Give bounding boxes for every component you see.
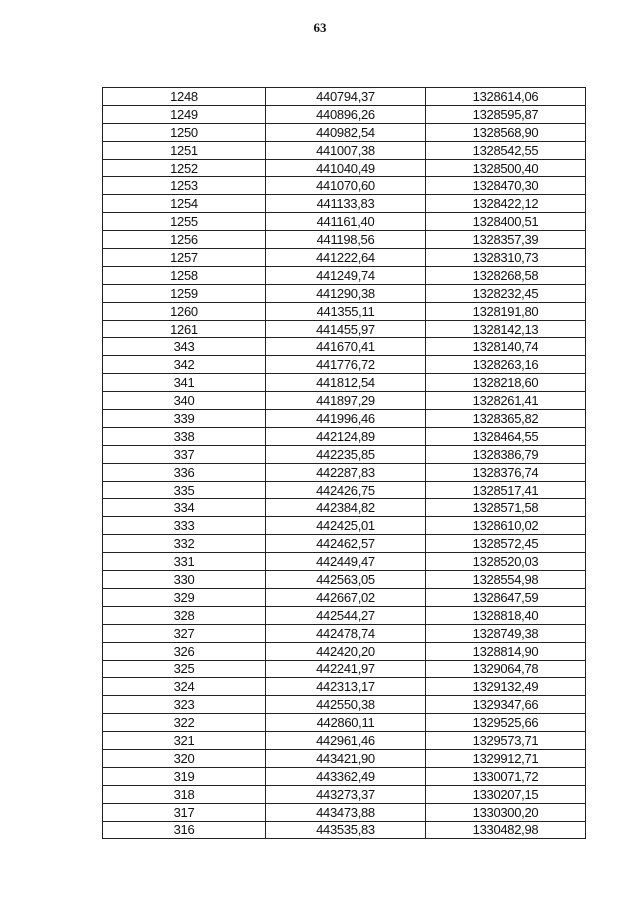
y-coordinate-cell: 1328191,80 <box>426 302 586 320</box>
x-coordinate-cell: 442667,02 <box>266 588 426 606</box>
point-number-cell: 334 <box>103 499 266 517</box>
y-coordinate-cell: 1329525,66 <box>426 714 586 732</box>
x-coordinate-cell: 441198,56 <box>266 231 426 249</box>
point-number-cell: 327 <box>103 624 266 642</box>
table-row <box>103 767 586 785</box>
y-coordinate-cell: 1328310,73 <box>426 249 586 267</box>
x-coordinate-cell: 442462,57 <box>266 535 426 553</box>
x-coordinate-cell: 442563,05 <box>266 571 426 589</box>
table-row <box>103 445 586 463</box>
x-coordinate-cell: 442426,75 <box>266 481 426 499</box>
point-number-cell: 343 <box>103 338 266 356</box>
table-row <box>103 302 586 320</box>
y-coordinate-cell: 1330071,72 <box>426 767 586 785</box>
point-number-cell: 335 <box>103 481 266 499</box>
x-coordinate-cell: 441776,72 <box>266 356 426 374</box>
y-coordinate-cell: 1328571,58 <box>426 499 586 517</box>
y-coordinate-cell: 1328268,58 <box>426 266 586 284</box>
x-coordinate-cell: 442449,47 <box>266 553 426 571</box>
point-number-cell: 337 <box>103 445 266 463</box>
y-coordinate-cell: 1328568,90 <box>426 123 586 141</box>
x-coordinate-cell: 442287,83 <box>266 463 426 481</box>
page-number: 63 <box>313 20 327 35</box>
y-coordinate-cell: 1328470,30 <box>426 177 586 195</box>
x-coordinate-cell: 442384,82 <box>266 499 426 517</box>
table-row <box>103 266 586 284</box>
point-number-cell: 340 <box>103 392 266 410</box>
y-coordinate-cell: 1328376,74 <box>426 463 586 481</box>
table-row <box>103 374 586 392</box>
x-coordinate-cell: 442241,97 <box>266 660 426 678</box>
x-coordinate-cell: 442961,46 <box>266 732 426 750</box>
y-coordinate-cell: 1328614,06 <box>426 88 586 106</box>
table-row <box>103 213 586 231</box>
point-number-cell: 1256 <box>103 231 266 249</box>
table-row <box>103 141 586 159</box>
y-coordinate-cell: 1328365,82 <box>426 410 586 428</box>
table-row <box>103 284 586 302</box>
x-coordinate-cell: 443535,83 <box>266 821 426 839</box>
point-number-cell: 324 <box>103 678 266 696</box>
point-number-cell: 330 <box>103 571 266 589</box>
point-number-cell: 1250 <box>103 123 266 141</box>
table-row <box>103 588 586 606</box>
point-number-cell: 339 <box>103 410 266 428</box>
table-row <box>103 642 586 660</box>
y-coordinate-cell: 1330300,20 <box>426 803 586 821</box>
y-coordinate-cell: 1330482,98 <box>426 821 586 839</box>
point-number-cell: 336 <box>103 463 266 481</box>
point-number-cell: 333 <box>103 517 266 535</box>
point-number-cell: 328 <box>103 606 266 624</box>
table-row <box>103 517 586 535</box>
x-coordinate-cell: 442124,89 <box>266 427 426 445</box>
y-coordinate-cell: 1328400,51 <box>426 213 586 231</box>
table-row <box>103 88 586 106</box>
point-number-cell: 1259 <box>103 284 266 302</box>
x-coordinate-cell: 443421,90 <box>266 749 426 767</box>
point-number-cell: 1254 <box>103 195 266 213</box>
x-coordinate-cell: 442235,85 <box>266 445 426 463</box>
y-coordinate-cell: 1328542,55 <box>426 141 586 159</box>
table-row <box>103 606 586 624</box>
point-number-cell: 1253 <box>103 177 266 195</box>
x-coordinate-cell: 442544,27 <box>266 606 426 624</box>
y-coordinate-cell: 1329347,66 <box>426 696 586 714</box>
y-coordinate-cell: 1328386,79 <box>426 445 586 463</box>
table-row <box>103 714 586 732</box>
table-row <box>103 249 586 267</box>
table-row <box>103 231 586 249</box>
point-number-cell: 329 <box>103 588 266 606</box>
table-row <box>103 624 586 642</box>
y-coordinate-cell: 1328232,45 <box>426 284 586 302</box>
y-coordinate-cell: 1328142,13 <box>426 320 586 338</box>
x-coordinate-cell: 441133,83 <box>266 195 426 213</box>
point-number-cell: 1255 <box>103 213 266 231</box>
table-row <box>103 410 586 428</box>
point-number-cell: 1252 <box>103 159 266 177</box>
x-coordinate-cell: 442860,11 <box>266 714 426 732</box>
y-coordinate-cell: 1328263,16 <box>426 356 586 374</box>
y-coordinate-cell: 1328749,38 <box>426 624 586 642</box>
y-coordinate-cell: 1328647,59 <box>426 588 586 606</box>
y-coordinate-cell: 1328610,02 <box>426 517 586 535</box>
y-coordinate-cell: 1329573,71 <box>426 732 586 750</box>
point-number-cell: 1260 <box>103 302 266 320</box>
point-number-cell: 317 <box>103 803 266 821</box>
y-coordinate-cell: 1328218,60 <box>426 374 586 392</box>
y-coordinate-cell: 1328520,03 <box>426 553 586 571</box>
table-row <box>103 785 586 803</box>
table-row <box>103 123 586 141</box>
x-coordinate-cell: 443362,49 <box>266 767 426 785</box>
table-row <box>103 159 586 177</box>
x-coordinate-cell: 440794,37 <box>266 88 426 106</box>
point-number-cell: 321 <box>103 732 266 750</box>
table-row <box>103 535 586 553</box>
point-number-cell: 322 <box>103 714 266 732</box>
y-coordinate-cell: 1328572,45 <box>426 535 586 553</box>
x-coordinate-cell: 441040,49 <box>266 159 426 177</box>
table-row <box>103 696 586 714</box>
table-row <box>103 749 586 767</box>
x-coordinate-cell: 440982,54 <box>266 123 426 141</box>
y-coordinate-cell: 1328422,12 <box>426 195 586 213</box>
point-number-cell: 1257 <box>103 249 266 267</box>
table-row <box>103 499 586 517</box>
table-row <box>103 678 586 696</box>
table-row <box>103 481 586 499</box>
x-coordinate-cell: 441007,38 <box>266 141 426 159</box>
point-number-cell: 319 <box>103 767 266 785</box>
point-number-cell: 338 <box>103 427 266 445</box>
table-row <box>103 177 586 195</box>
table-row <box>103 427 586 445</box>
point-number-cell: 320 <box>103 749 266 767</box>
y-coordinate-cell: 1328357,39 <box>426 231 586 249</box>
y-coordinate-cell: 1328595,87 <box>426 105 586 123</box>
coordinates-table-body <box>103 88 586 839</box>
point-number-cell: 323 <box>103 696 266 714</box>
table-row <box>103 463 586 481</box>
table-row <box>103 553 586 571</box>
point-number-cell: 326 <box>103 642 266 660</box>
x-coordinate-cell: 441455,97 <box>266 320 426 338</box>
table-row <box>103 320 586 338</box>
table-row <box>103 338 586 356</box>
table-row <box>103 821 586 839</box>
x-coordinate-cell: 441812,54 <box>266 374 426 392</box>
table-row <box>103 392 586 410</box>
table-row <box>103 732 586 750</box>
y-coordinate-cell: 1328517,41 <box>426 481 586 499</box>
point-number-cell: 342 <box>103 356 266 374</box>
point-number-cell: 1258 <box>103 266 266 284</box>
point-number-cell: 1248 <box>103 88 266 106</box>
x-coordinate-cell: 441161,40 <box>266 213 426 231</box>
x-coordinate-cell: 441290,38 <box>266 284 426 302</box>
x-coordinate-cell: 442425,01 <box>266 517 426 535</box>
x-coordinate-cell: 442420,20 <box>266 642 426 660</box>
x-coordinate-cell: 441070,60 <box>266 177 426 195</box>
point-number-cell: 332 <box>103 535 266 553</box>
y-coordinate-cell: 1329064,78 <box>426 660 586 678</box>
y-coordinate-cell: 1329132,49 <box>426 678 586 696</box>
table-row <box>103 660 586 678</box>
point-number-cell: 331 <box>103 553 266 571</box>
y-coordinate-cell: 1328818,40 <box>426 606 586 624</box>
table-row <box>103 571 586 589</box>
y-coordinate-cell: 1328140,74 <box>426 338 586 356</box>
x-coordinate-cell: 442313,17 <box>266 678 426 696</box>
x-coordinate-cell: 440896,26 <box>266 105 426 123</box>
y-coordinate-cell: 1330207,15 <box>426 785 586 803</box>
x-coordinate-cell: 443273,37 <box>266 785 426 803</box>
point-number-cell: 1251 <box>103 141 266 159</box>
point-number-cell: 341 <box>103 374 266 392</box>
x-coordinate-cell: 442550,38 <box>266 696 426 714</box>
point-number-cell: 325 <box>103 660 266 678</box>
x-coordinate-cell: 441249,74 <box>266 266 426 284</box>
point-number-cell: 1261 <box>103 320 266 338</box>
x-coordinate-cell: 441670,41 <box>266 338 426 356</box>
y-coordinate-cell: 1328814,90 <box>426 642 586 660</box>
table-row <box>103 356 586 374</box>
x-coordinate-cell: 441355,11 <box>266 302 426 320</box>
y-coordinate-cell: 1328554,98 <box>426 571 586 589</box>
point-number-cell: 316 <box>103 821 266 839</box>
point-number-cell: 318 <box>103 785 266 803</box>
coordinates-table <box>102 87 586 839</box>
table-row <box>103 195 586 213</box>
x-coordinate-cell: 443473,88 <box>266 803 426 821</box>
table-row <box>103 803 586 821</box>
y-coordinate-cell: 1328261,41 <box>426 392 586 410</box>
table-row <box>103 105 586 123</box>
x-coordinate-cell: 441996,46 <box>266 410 426 428</box>
y-coordinate-cell: 1329912,71 <box>426 749 586 767</box>
x-coordinate-cell: 441222,64 <box>266 249 426 267</box>
y-coordinate-cell: 1328464,55 <box>426 427 586 445</box>
x-coordinate-cell: 442478,74 <box>266 624 426 642</box>
x-coordinate-cell: 441897,29 <box>266 392 426 410</box>
point-number-cell: 1249 <box>103 105 266 123</box>
y-coordinate-cell: 1328500,40 <box>426 159 586 177</box>
